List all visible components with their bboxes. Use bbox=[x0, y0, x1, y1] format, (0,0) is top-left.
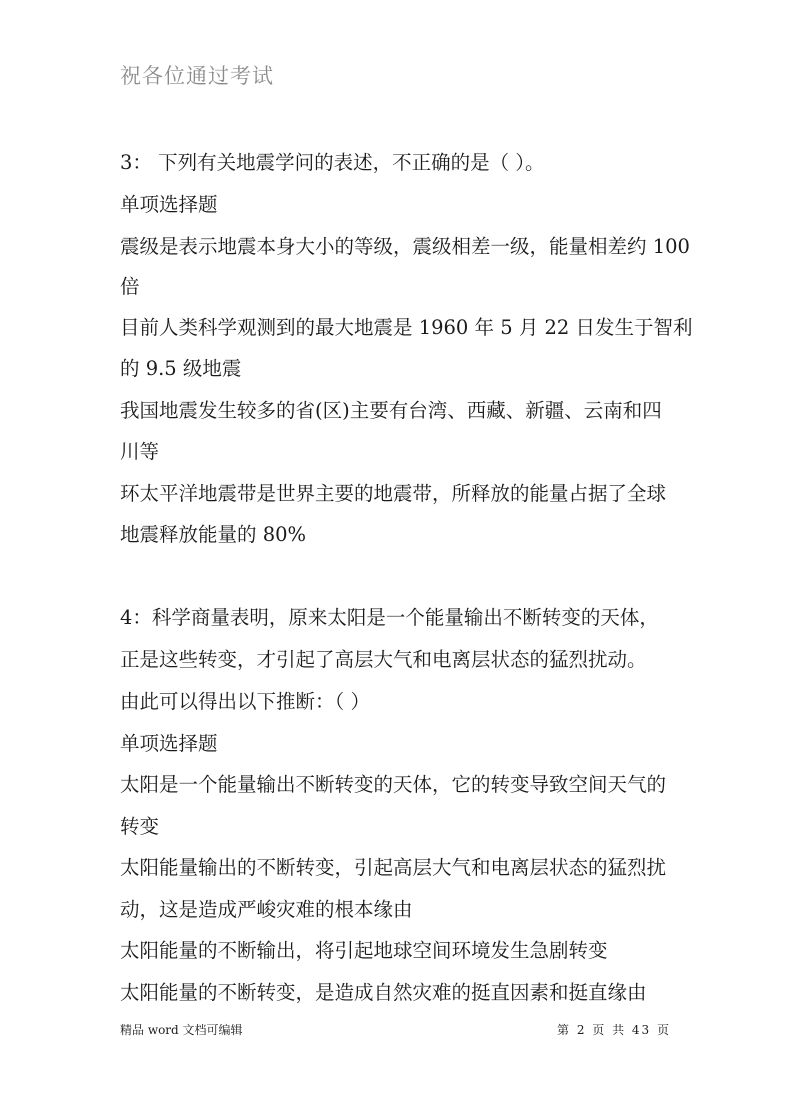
question-4-stem-line: 正是这些转变，才引起了高层大气和电离层状态的猛烈扰动。 bbox=[120, 648, 647, 671]
question-4-option-line: 太阳是一个能量输出不断转变的天体，它的转变导致空间天气的 bbox=[120, 773, 667, 796]
question-3-option-line: 川等 bbox=[120, 440, 160, 463]
question-4-option-line: 动，这是造成严峻灾难的根本缘由 bbox=[120, 898, 413, 921]
question-3-option-line: 地震释放能量的 80% bbox=[120, 523, 307, 546]
question-3-option-line: 的 9.5 级地震 bbox=[120, 357, 242, 380]
footer-note: 精品 word 文档可编辑 bbox=[120, 1023, 243, 1037]
page-number: 第 2 页 共 43 页 bbox=[557, 1023, 671, 1037]
question-4-stem-line: 4：科学商量表明，原来太阳是一个能量输出不断转变的天体， bbox=[120, 606, 659, 629]
question-3-option-line: 震级是表示地震本身大小的等级，震级相差一级，能量相差约 100 bbox=[120, 235, 690, 258]
question-4-stem-line: 由此可以得出以下推断：（ ） bbox=[120, 690, 370, 713]
question-4-option-line: 太阳能量输出的不断转变，引起高层大气和电离层状态的猛烈扰 bbox=[120, 856, 667, 879]
question-3-option-line: 目前人类科学观测到的最大地震是 1960 年 5 月 22 日发生于智利 bbox=[120, 316, 693, 339]
question-3-option-line: 倍 bbox=[120, 275, 140, 298]
question-4-option-line: 太阳能量的不断转变，是造成自然灾难的挺直因素和挺直缘由 bbox=[120, 981, 647, 1004]
question-3-stem: 3： 下列有关地震学问的表述，不正确的是（ ）。 bbox=[120, 151, 545, 174]
question-3-option-line: 环太平洋地震带是世界主要的地震带，所释放的能量占据了全球 bbox=[120, 482, 667, 505]
page-header: 祝各位通过考试 bbox=[120, 64, 274, 88]
question-3-type: 单项选择题 bbox=[120, 193, 218, 216]
question-4-option-line: 太阳能量的不断输出，将引起地球空间环境发生急剧转变 bbox=[120, 939, 608, 962]
question-3-option-line: 我国地震发生较多的省(区)主要有台湾、西藏、新疆、云南和四 bbox=[120, 399, 662, 422]
question-4-option-line: 转变 bbox=[120, 815, 160, 838]
question-4-type: 单项选择题 bbox=[120, 732, 218, 755]
